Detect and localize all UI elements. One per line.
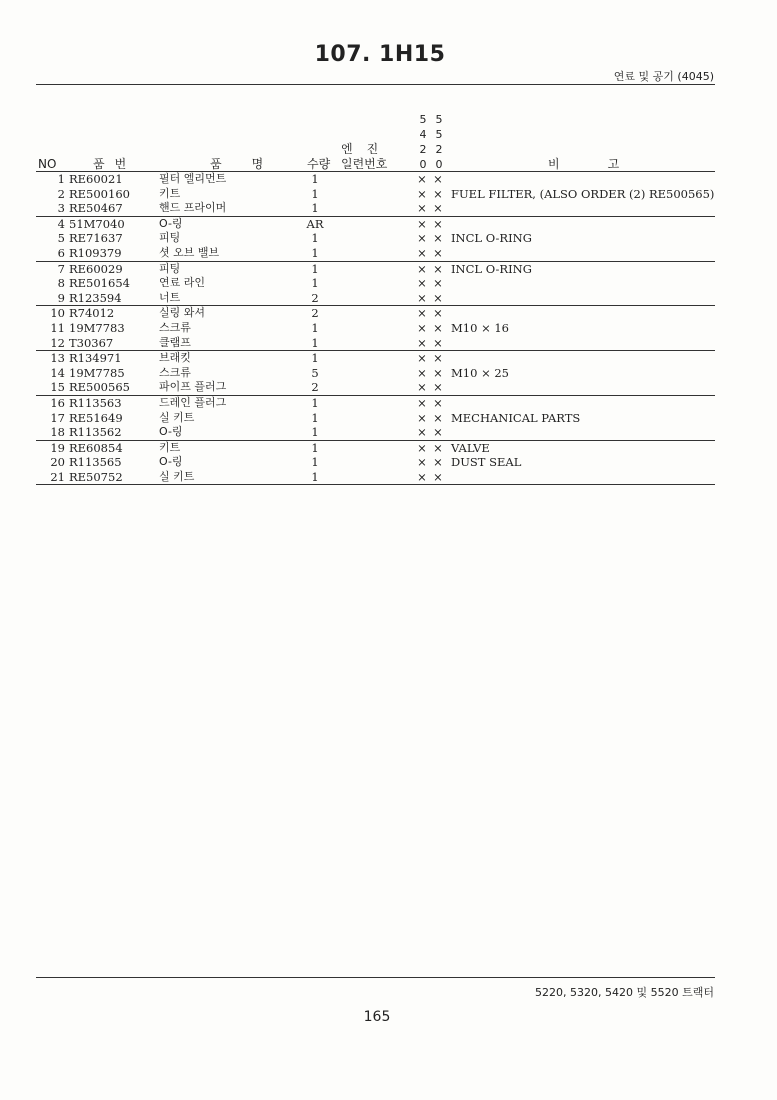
table-row xyxy=(36,291,715,307)
quantity: 1 xyxy=(311,455,319,470)
row-number: 7 xyxy=(57,261,65,276)
part-number: R113563 xyxy=(69,395,122,410)
part-number: R123594 xyxy=(69,290,122,305)
row-number: 3 xyxy=(57,201,65,216)
model-5520-mark: × xyxy=(433,440,443,455)
row-number: 17 xyxy=(50,410,65,425)
part-name: 핸드 프라이머 xyxy=(159,201,227,215)
table-row xyxy=(36,187,715,202)
footer-models: 5220, 5320, 5420 및 5520 트랙터 xyxy=(535,986,714,999)
model-5520-mark: × xyxy=(433,425,443,440)
quantity: 2 xyxy=(311,290,319,305)
header-serial-number: 일련번호 xyxy=(341,157,388,171)
model-digit: 0 xyxy=(435,158,443,171)
model-5420-mark: × xyxy=(417,351,427,366)
part-number: RE501654 xyxy=(69,276,130,291)
part-name: 실 키트 xyxy=(159,410,195,424)
model-5520-mark: × xyxy=(433,351,443,366)
model-5420-mark: × xyxy=(417,440,427,455)
header-remarks: 비고 xyxy=(548,157,668,171)
remark: INCL O-RING xyxy=(451,261,532,276)
model-5520-mark: × xyxy=(433,216,443,231)
model-5520-mark: × xyxy=(433,276,443,291)
model-5420-mark: × xyxy=(417,231,427,246)
row-number: 2 xyxy=(57,186,65,201)
row-number: 4 xyxy=(57,216,65,231)
header-engine: 엔진 xyxy=(341,142,393,156)
parts-table xyxy=(36,172,715,485)
table-row xyxy=(36,396,715,411)
model-5520-mark: × xyxy=(433,469,443,484)
model-5520-mark: × xyxy=(433,172,443,186)
quantity: 1 xyxy=(311,395,319,410)
page-number: 165 xyxy=(363,1009,391,1025)
part-name: O-링 xyxy=(159,455,183,469)
part-name: O-링 xyxy=(159,216,183,230)
model-column-5420 xyxy=(417,112,429,172)
part-number: 19M7783 xyxy=(69,320,125,335)
quantity: 1 xyxy=(311,172,319,186)
section-label: 연료 및 공기 (4045) xyxy=(613,70,714,83)
model-5420-mark: × xyxy=(417,290,427,305)
table-row xyxy=(36,201,715,217)
header-part-name: 품명 xyxy=(210,157,294,171)
part-number: 19M7785 xyxy=(69,365,125,380)
remark: M10 × 16 xyxy=(451,320,509,335)
quantity: 1 xyxy=(311,351,319,366)
model-5420-mark: × xyxy=(417,276,427,291)
quantity: 2 xyxy=(311,380,319,395)
header-part-number: 품번 xyxy=(93,157,137,171)
model-digit: 0 xyxy=(419,158,427,171)
row-number: 12 xyxy=(50,335,65,350)
table-row xyxy=(36,455,715,470)
model-5520-mark: × xyxy=(433,261,443,276)
quantity: 1 xyxy=(311,440,319,455)
model-5420-mark: × xyxy=(417,245,427,260)
table-row xyxy=(36,172,715,187)
model-digit: 2 xyxy=(419,143,427,156)
table-row xyxy=(36,380,715,396)
remark: FUEL FILTER, (ALSO ORDER (2) RE500565) xyxy=(451,186,715,201)
model-digit: 5 xyxy=(419,113,427,126)
row-number: 14 xyxy=(50,365,65,380)
model-5420-mark: × xyxy=(417,172,427,186)
part-name: 브래킷 xyxy=(159,351,191,365)
part-number: R134971 xyxy=(69,351,122,366)
model-5520-mark: × xyxy=(433,410,443,425)
remark: DUST SEAL xyxy=(451,455,522,470)
model-5420-mark: × xyxy=(417,410,427,425)
remark: INCL O-RING xyxy=(451,231,532,246)
remark: VALVE xyxy=(451,440,490,455)
part-number: RE71637 xyxy=(69,231,123,246)
row-number: 8 xyxy=(57,276,65,291)
row-number: 15 xyxy=(50,380,65,395)
quantity: 1 xyxy=(311,335,319,350)
table-row xyxy=(36,441,715,456)
top-rule xyxy=(36,84,715,85)
model-5420-mark: × xyxy=(417,201,427,216)
row-number: 13 xyxy=(50,351,65,366)
part-number: RE60021 xyxy=(69,172,123,186)
part-number: R109379 xyxy=(69,245,122,260)
model-5520-mark: × xyxy=(433,201,443,216)
model-5420-mark: × xyxy=(417,186,427,201)
quantity: 1 xyxy=(311,425,319,440)
part-number: R113565 xyxy=(69,455,122,470)
model-5420-mark: × xyxy=(417,335,427,350)
part-name: 드레인 플러그 xyxy=(159,395,227,409)
row-number: 20 xyxy=(50,455,65,470)
row-number: 11 xyxy=(50,320,65,335)
model-5520-mark: × xyxy=(433,335,443,350)
model-5520-mark: × xyxy=(433,395,443,410)
part-number: RE50752 xyxy=(69,469,123,484)
row-number: 10 xyxy=(50,306,65,321)
quantity: 1 xyxy=(311,231,319,246)
remark: MECHANICAL PARTS xyxy=(451,410,581,425)
model-digit: 5 xyxy=(435,113,443,126)
model-column-5520 xyxy=(433,112,445,172)
table-row xyxy=(36,411,715,426)
bottom-rule xyxy=(36,977,715,978)
part-number: RE500160 xyxy=(69,186,130,201)
part-number: RE50467 xyxy=(69,201,123,216)
quantity: 1 xyxy=(311,276,319,291)
table-row xyxy=(36,276,715,291)
part-name: 셧 오브 밸브 xyxy=(159,245,220,259)
quantity: 1 xyxy=(311,201,319,216)
part-name: 피팅 xyxy=(159,261,181,275)
model-digit: 4 xyxy=(419,128,427,141)
row-number: 16 xyxy=(50,395,65,410)
model-5420-mark: × xyxy=(417,425,427,440)
part-name: 키트 xyxy=(159,186,181,200)
table-row xyxy=(36,306,715,321)
table-row xyxy=(36,321,715,336)
model-5520-mark: × xyxy=(433,365,443,380)
model-5420-mark: × xyxy=(417,469,427,484)
quantity: 1 xyxy=(311,261,319,276)
part-name: 키트 xyxy=(159,440,181,454)
model-5420-mark: × xyxy=(417,320,427,335)
part-number: T30367 xyxy=(69,335,114,350)
quantity: 2 xyxy=(311,306,319,321)
quantity: 1 xyxy=(311,469,319,484)
model-5420-mark: × xyxy=(417,306,427,321)
part-name: 파이프 플러그 xyxy=(159,380,227,394)
part-name: 너트 xyxy=(159,290,181,304)
part-number: R113562 xyxy=(69,425,122,440)
header-quantity: 수량 xyxy=(307,157,331,171)
part-name: 스크류 xyxy=(159,365,191,379)
table-row xyxy=(36,262,715,277)
model-5520-mark: × xyxy=(433,245,443,260)
model-5420-mark: × xyxy=(417,365,427,380)
table-row xyxy=(36,366,715,381)
model-5420-mark: × xyxy=(417,455,427,470)
model-5420-mark: × xyxy=(417,380,427,395)
model-5520-mark: × xyxy=(433,455,443,470)
table-row xyxy=(36,231,715,246)
part-name: 실링 와셔 xyxy=(159,306,206,320)
part-number: R74012 xyxy=(69,306,115,321)
table-row xyxy=(36,351,715,366)
row-number: 1 xyxy=(57,172,65,186)
row-number: 21 xyxy=(50,469,65,484)
part-name: 클램프 xyxy=(159,335,191,349)
table-row xyxy=(36,470,715,486)
quantity: 1 xyxy=(311,245,319,260)
model-5520-mark: × xyxy=(433,186,443,201)
table-row xyxy=(36,217,715,232)
page-title: 107. 1H15 xyxy=(314,42,446,67)
part-name: 실 키트 xyxy=(159,469,195,483)
row-number: 6 xyxy=(57,245,65,260)
quantity: 1 xyxy=(311,410,319,425)
model-5520-mark: × xyxy=(433,306,443,321)
part-number: RE60854 xyxy=(69,440,123,455)
table-row xyxy=(36,246,715,262)
header-no: NO xyxy=(38,157,57,171)
row-number: 5 xyxy=(57,231,65,246)
part-name: 필터 엘리먼트 xyxy=(159,172,227,185)
remark: M10 × 25 xyxy=(451,365,509,380)
model-digit: 2 xyxy=(435,143,443,156)
part-name: O-링 xyxy=(159,425,183,439)
row-number: 19 xyxy=(50,440,65,455)
model-digit: 5 xyxy=(435,128,443,141)
part-number: RE51649 xyxy=(69,410,123,425)
part-number: 51M7040 xyxy=(69,216,125,231)
quantity: 5 xyxy=(311,365,319,380)
part-name: 연료 라인 xyxy=(159,276,206,290)
model-5520-mark: × xyxy=(433,231,443,246)
model-5520-mark: × xyxy=(433,320,443,335)
part-number: RE60029 xyxy=(69,261,123,276)
model-5520-mark: × xyxy=(433,380,443,395)
quantity: AR xyxy=(306,216,324,231)
part-number: RE500565 xyxy=(69,380,130,395)
model-5520-mark: × xyxy=(433,290,443,305)
model-5420-mark: × xyxy=(417,216,427,231)
table-row xyxy=(36,425,715,441)
part-name: 스크류 xyxy=(159,320,191,334)
model-5420-mark: × xyxy=(417,395,427,410)
row-number: 9 xyxy=(57,290,65,305)
quantity: 1 xyxy=(311,320,319,335)
row-number: 18 xyxy=(50,425,65,440)
quantity: 1 xyxy=(311,186,319,201)
model-5420-mark: × xyxy=(417,261,427,276)
table-row xyxy=(36,336,715,352)
part-name: 피팅 xyxy=(159,231,181,245)
